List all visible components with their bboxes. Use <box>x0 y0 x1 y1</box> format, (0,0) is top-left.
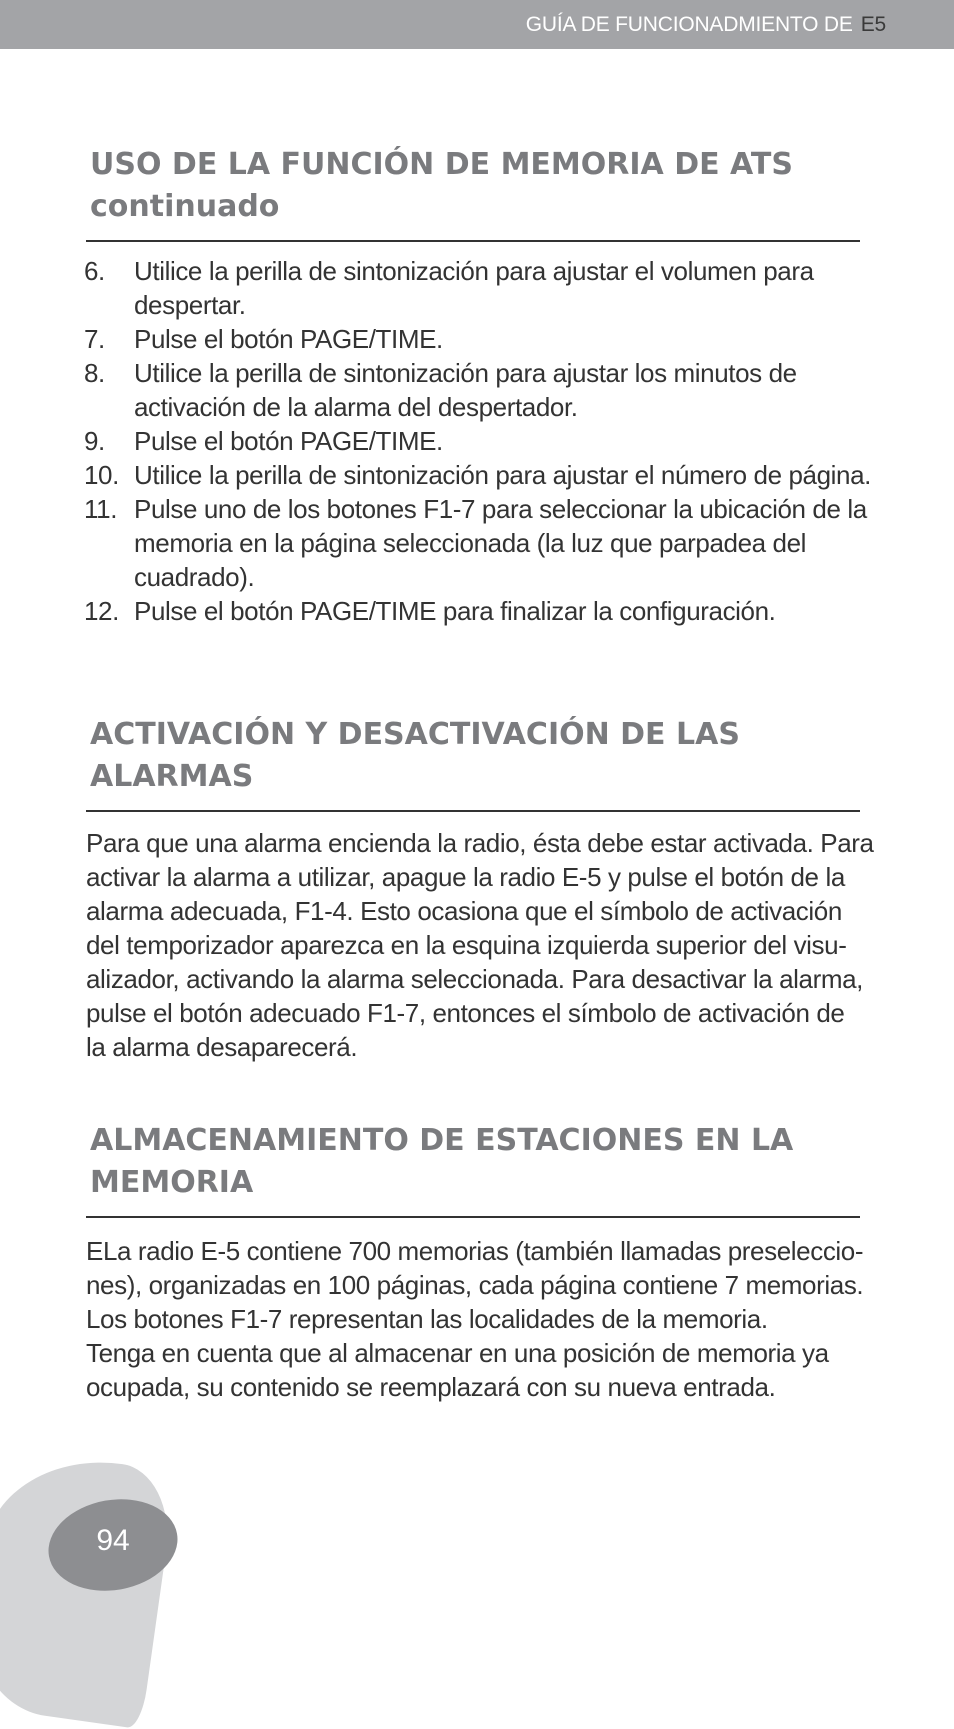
steps-list <box>84 254 874 628</box>
heading-line-2: ALARMAS <box>90 759 254 794</box>
list-item <box>84 322 874 356</box>
step-number: 12. <box>84 596 119 626</box>
step-text: Pulse el botón PAGE/TIME para finalizar la configuración. <box>134 596 776 626</box>
heading-line-2: continuado <box>90 189 280 224</box>
list-item <box>84 424 874 458</box>
step-text: Utilice la perilla de sintonización para ajustar los minutos de activación de la alarma del despertador. <box>134 358 797 422</box>
step-text: Pulse el botón PAGE/TIME. <box>134 324 443 354</box>
list-item <box>84 458 874 492</box>
step-text: Utilice la perilla de sintonización para ajustar el número de página. <box>134 460 871 490</box>
section-heading <box>86 144 860 242</box>
step-text: Pulse el botón PAGE/TIME. <box>134 426 443 456</box>
section-heading <box>86 1120 860 1218</box>
list-item <box>84 254 874 322</box>
page-number: 94 <box>96 1524 130 1557</box>
heading-line-1: ACTIVACIÓN Y DESACTIVACIÓN DE LAS <box>90 717 740 752</box>
section-heading <box>86 714 860 812</box>
body-paragraph: Para que una alarma encienda la radio, ésta debe estar activada. Para activar la alarma a utilizar, apague la radio E-5 y pulse el botón de la alarma adecuada, F1-4. Esto ocasiona que el símbolo de activación del temporizador aparezca en la esquina izquierda superior del visu- alizador, activando la alarma seleccionada. Para desactivar la alarma, pulse el botón adecuado F1-7, entonces el símbolo de activación de la alarma desaparecerá. <box>86 828 874 1062</box>
running-header <box>526 10 886 40</box>
step-text: Utilice la perilla de sintonización para ajustar el volumen para despertar. <box>134 256 814 320</box>
step-text: Pulse uno de los botones F1-7 para seleccionar la ubicación de la memoria en la página seleccionada (la luz que parpadea del cuadrado). <box>134 494 867 592</box>
list-item <box>84 492 874 594</box>
guide-title: GUÍA DE FUNCIONADMIENTO DE <box>525 13 853 36</box>
list-item <box>84 356 874 424</box>
heading-line-1: ALMACENAMIENTO DE ESTACIONES EN LA <box>90 1123 794 1158</box>
body-paragraph: ELa radio E-5 contiene 700 memorias (también llamadas preseleccio- nes), organizadas en 100 páginas, cada página contiene 7 memorias. Los botones F1-7 representan las localidades de la memoria. Tenga en cuenta que al almacenar en una posición de memoria ya ocupada, su contenido se reemplazará con su nueva entrada. <box>86 1236 864 1402</box>
list-item <box>84 594 874 628</box>
heading-line-2: MEMORIA <box>90 1165 254 1200</box>
step-number: 7. <box>84 324 105 354</box>
step-number: 8. <box>84 358 105 388</box>
step-number: 11. <box>84 494 118 524</box>
model-name: E5 <box>860 13 886 36</box>
step-number: 9. <box>84 426 105 456</box>
section-memory-storage <box>86 1120 860 1218</box>
section-alarms <box>86 714 860 812</box>
step-number: 10. <box>84 460 119 490</box>
section-ats-memory <box>86 144 860 242</box>
heading-line-1: USO DE LA FUNCIÓN DE MEMORIA DE ATS <box>90 147 793 182</box>
step-number: 6. <box>84 256 105 286</box>
